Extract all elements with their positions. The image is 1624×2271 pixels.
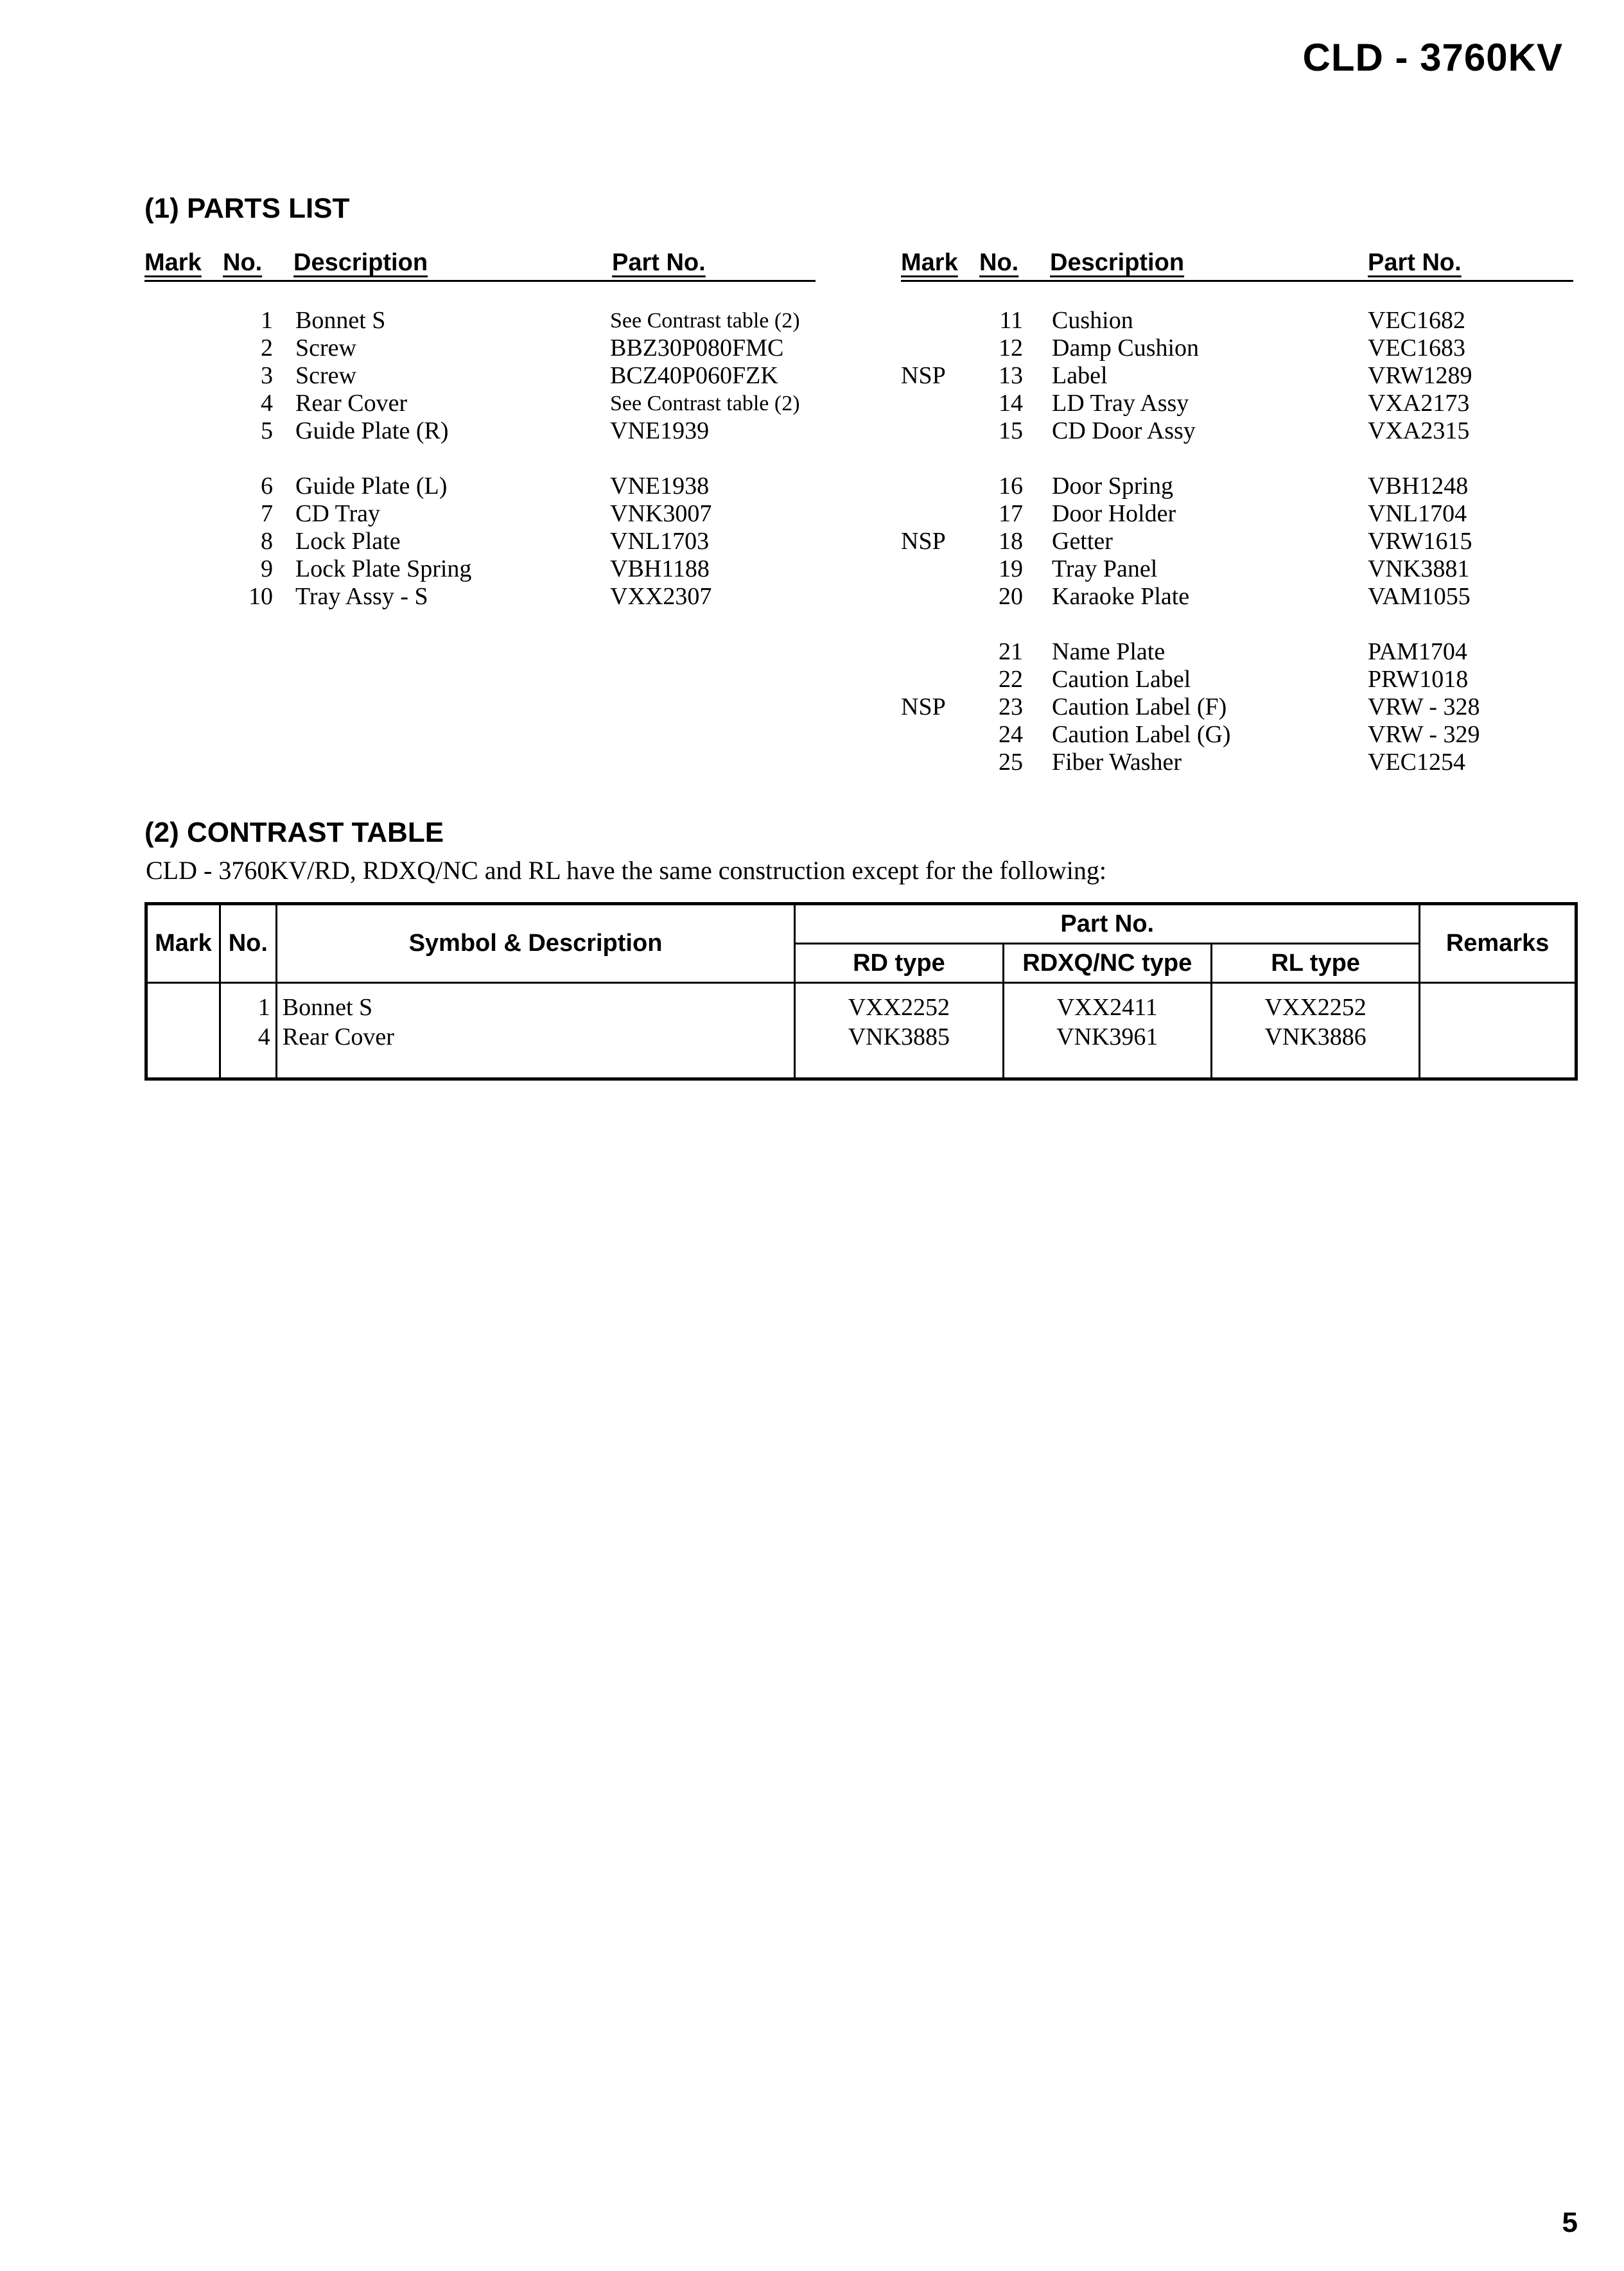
item-part-no: VBH1188	[610, 555, 710, 582]
item-description: Lock Plate Spring	[295, 555, 472, 582]
item-description: Karaoke Plate	[1052, 583, 1190, 610]
row-2-rdxq: VNK3961	[1056, 1023, 1158, 1050]
list-item	[901, 390, 1573, 417]
item-mark: NSP	[901, 528, 946, 555]
item-description: Tray Assy - S	[295, 583, 428, 610]
parts-list-right	[901, 307, 1573, 776]
item-no: 4	[261, 390, 273, 417]
item-part-no: VRW - 329	[1368, 721, 1480, 748]
item-no: 9	[261, 555, 273, 582]
header-symbol-description: Symbol & Description	[276, 904, 794, 983]
item-no: 15	[999, 417, 1023, 444]
header-mark: Mark	[901, 249, 958, 276]
item-part-no: VNL1704	[1368, 500, 1467, 527]
list-item	[144, 335, 816, 362]
item-no: 21	[999, 638, 1023, 665]
item-part-no: VEC1682	[1368, 307, 1465, 334]
item-part-no: VXA2173	[1368, 390, 1470, 417]
page-number: 5	[1562, 2207, 1578, 2238]
item-no: 18	[999, 528, 1023, 555]
item-no: 8	[261, 528, 273, 555]
item-description: Caution Label	[1052, 666, 1191, 693]
list-item	[144, 473, 816, 500]
cell-remarks	[1420, 983, 1576, 1079]
item-description: Lock Plate	[295, 528, 401, 555]
item-no: 24	[999, 721, 1023, 748]
item-description: Guide Plate (L)	[295, 473, 448, 500]
item-description: Caution Label (G)	[1052, 721, 1231, 748]
list-item	[901, 693, 1573, 721]
item-part-no: VEC1254	[1368, 749, 1465, 776]
list-item	[901, 307, 1573, 335]
item-description: CD Door Assy	[1052, 417, 1196, 444]
header-part-no: Part No.	[612, 249, 706, 276]
item-description: Label	[1052, 362, 1108, 389]
item-description: Door Spring	[1052, 473, 1173, 500]
header-no: No.	[223, 249, 263, 276]
item-no: 6	[261, 473, 273, 500]
item-no: 23	[999, 693, 1023, 720]
item-description: Rear Cover	[295, 390, 408, 417]
item-description: Tray Panel	[1052, 555, 1158, 582]
item-description: CD Tray	[295, 500, 380, 527]
item-no: 22	[999, 666, 1023, 693]
parts-list-title: (1) PARTS LIST	[144, 193, 350, 224]
row-1-no: 1	[258, 994, 270, 1021]
list-item	[144, 500, 816, 528]
item-no: 5	[261, 417, 273, 444]
item-part-no: VNE1938	[610, 473, 710, 500]
item-no: 14	[999, 390, 1023, 417]
item-part-no: VRW1615	[1368, 528, 1472, 555]
header-remarks: Remarks	[1420, 904, 1576, 983]
list-item	[901, 749, 1573, 776]
item-part-no: PAM1704	[1368, 638, 1467, 665]
list-item	[144, 417, 816, 445]
item-no: 20	[999, 583, 1023, 610]
header-part-no: Part No.	[1368, 249, 1462, 276]
item-no: 25	[999, 749, 1023, 776]
list-item	[144, 583, 816, 611]
row-2-description: Rear Cover	[282, 1023, 394, 1050]
list-item	[901, 473, 1573, 500]
item-description: Damp Cushion	[1052, 335, 1200, 361]
item-no: 17	[999, 500, 1023, 527]
list-item	[144, 362, 816, 390]
item-part-no: VBH1248	[1368, 473, 1469, 500]
item-description: Fiber Washer	[1052, 749, 1182, 776]
item-no: 10	[249, 583, 273, 610]
list-item	[901, 362, 1573, 390]
row-1-rd: VXX2252	[848, 994, 950, 1021]
item-description: LD Tray Assy	[1052, 390, 1189, 417]
cell-rdxq-nc-type	[1003, 983, 1211, 1079]
list-item	[901, 666, 1573, 693]
item-no: 7	[261, 500, 273, 527]
header-mark: Mark	[144, 249, 202, 276]
header-rdxq-nc-type: RDXQ/NC type	[1003, 944, 1211, 983]
row-2-no: 4	[258, 1023, 270, 1050]
item-part-no: VXA2315	[1368, 417, 1470, 444]
item-description: Getter	[1052, 528, 1113, 555]
item-no: 2	[261, 335, 273, 361]
item-description: Screw	[295, 362, 356, 389]
item-no: 13	[999, 362, 1023, 389]
cell-description	[276, 983, 794, 1079]
item-no: 1	[261, 307, 273, 334]
item-description: Name Plate	[1052, 638, 1166, 665]
list-item	[901, 638, 1573, 666]
cell-rl-type	[1211, 983, 1419, 1079]
item-part-no: See Contrast table (2)	[610, 392, 800, 415]
cell-mark	[146, 983, 220, 1079]
list-item	[144, 528, 816, 555]
cell-rd-type	[795, 983, 1003, 1079]
item-description: Guide Plate (R)	[295, 417, 449, 444]
header-rl-type: RL type	[1211, 944, 1419, 983]
list-item	[901, 417, 1573, 445]
contrast-table-intro: CLD - 3760KV/RD, RDXQ/NC and RL have the same construction except for the following:	[146, 856, 1107, 885]
item-description: Caution Label (F)	[1052, 693, 1227, 720]
item-part-no: VNK3881	[1368, 555, 1470, 582]
item-part-no: See Contrast table (2)	[610, 309, 800, 333]
list-item	[901, 335, 1573, 362]
list-item	[901, 528, 1573, 555]
list-item	[901, 555, 1573, 583]
row-1-description: Bonnet S	[282, 994, 373, 1021]
list-item	[901, 500, 1573, 528]
item-no: 12	[999, 335, 1023, 361]
item-description: Screw	[295, 335, 356, 361]
header-no: No.	[979, 249, 1019, 276]
header-mark: Mark	[146, 904, 220, 983]
row-2-rd: VNK3885	[848, 1023, 950, 1050]
item-part-no: VNE1939	[610, 417, 710, 444]
item-part-no: VXX2307	[610, 583, 712, 610]
item-description: Bonnet S	[295, 307, 386, 334]
parts-list-left	[144, 307, 816, 611]
item-part-no: VNK3007	[610, 500, 712, 527]
list-item	[144, 555, 816, 583]
item-no: 11	[999, 307, 1023, 334]
header-description: Description	[293, 249, 428, 276]
list-item	[144, 307, 816, 335]
model-number: CLD - 3760KV	[1302, 36, 1563, 79]
item-part-no: VAM1055	[1368, 583, 1471, 610]
item-part-no: VRW - 328	[1368, 693, 1480, 720]
parts-list-header-right	[901, 249, 1573, 282]
row-1-rl: VXX2252	[1264, 994, 1366, 1021]
list-item	[901, 721, 1573, 749]
list-item	[144, 390, 816, 417]
table-row	[146, 983, 1576, 1079]
item-part-no: BCZ40P060FZK	[610, 362, 778, 389]
list-item	[901, 583, 1573, 611]
item-part-no: VRW1289	[1368, 362, 1472, 389]
contrast-table	[144, 902, 1578, 1081]
header-part-no: Part No.	[795, 904, 1420, 944]
item-no: 16	[999, 473, 1023, 500]
header-rd-type: RD type	[795, 944, 1003, 983]
header-description: Description	[1050, 249, 1185, 276]
item-no: 19	[999, 555, 1023, 582]
item-description: Cushion	[1052, 307, 1133, 334]
row-2-rl: VNK3886	[1264, 1023, 1366, 1050]
item-part-no: VEC1683	[1368, 335, 1465, 361]
header-no: No.	[220, 904, 276, 983]
item-part-no: PRW1018	[1368, 666, 1469, 693]
item-description: Door Holder	[1052, 500, 1176, 527]
contrast-table-title: (2) CONTRAST TABLE	[144, 817, 444, 848]
item-mark: NSP	[901, 362, 946, 389]
parts-list-header-left	[144, 249, 816, 282]
item-mark: NSP	[901, 693, 946, 720]
item-no: 3	[261, 362, 273, 389]
row-1-rdxq: VXX2411	[1056, 994, 1158, 1021]
cell-no	[220, 983, 276, 1079]
item-part-no: BBZ30P080FMC	[610, 335, 784, 361]
item-part-no: VNL1703	[610, 528, 710, 555]
